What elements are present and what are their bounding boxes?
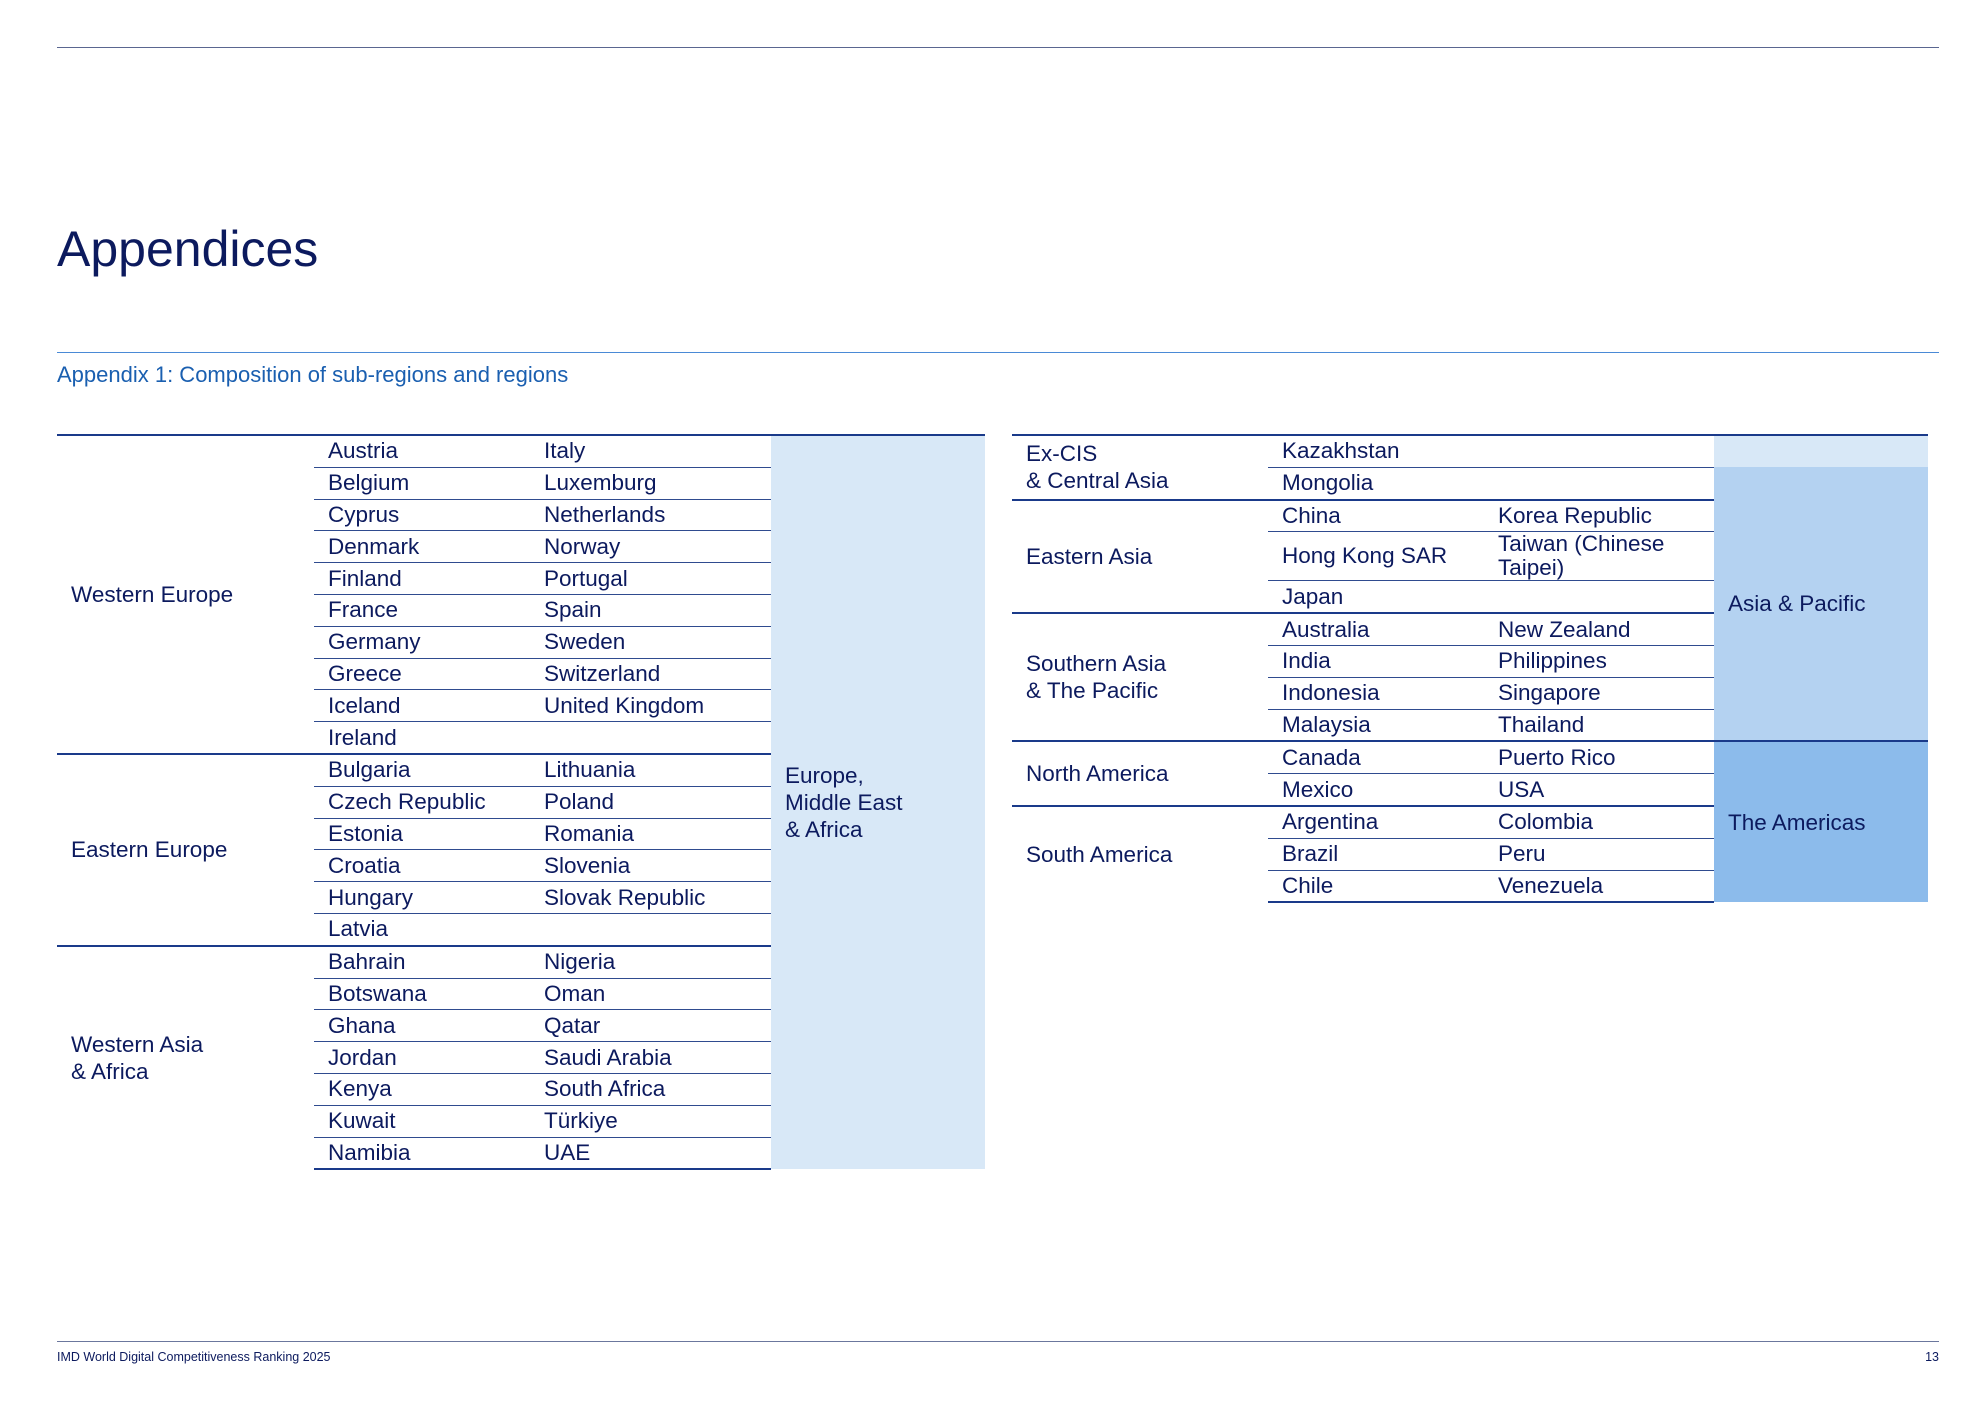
country-name: Hong Kong SAR — [1268, 532, 1484, 581]
country-name: Croatia — [314, 850, 530, 882]
country-name: Namibia — [314, 1137, 530, 1169]
table-row — [57, 435, 985, 467]
country-name: Mexico — [1268, 774, 1484, 806]
top-rule — [57, 47, 1939, 48]
country-name: Romania — [530, 818, 771, 850]
country-name: Venezuela — [1484, 870, 1714, 902]
country-name: Jordan — [314, 1042, 530, 1074]
country-name: Estonia — [314, 818, 530, 850]
country-name: China — [1268, 500, 1484, 532]
region-asia-pacific: Asia & Pacific — [1714, 467, 1928, 741]
country-name: Australia — [1268, 613, 1484, 645]
footer-publication: IMD World Digital Competitiveness Ranking 2025 — [57, 1350, 331, 1364]
country-name: Kenya — [314, 1073, 530, 1105]
country-name: Singapore — [1484, 677, 1714, 709]
country-name: Ghana — [314, 1010, 530, 1042]
country-name: Bulgaria — [314, 754, 530, 786]
country-name — [530, 722, 771, 754]
page-title: Appendices — [57, 221, 319, 277]
country-name: Germany — [314, 626, 530, 658]
country-name: Spain — [530, 594, 771, 626]
subregion-name: Ex-CIS & Central Asia — [1012, 435, 1268, 500]
country-name: Portugal — [530, 563, 771, 595]
subregion-name: South America — [1012, 806, 1268, 902]
left-region-table — [57, 434, 985, 1170]
country-name: Greece — [314, 658, 530, 690]
country-name: Malaysia — [1268, 709, 1484, 741]
country-name: Bahrain — [314, 946, 530, 978]
table-row — [1012, 741, 1928, 773]
country-name: India — [1268, 645, 1484, 677]
country-name: Austria — [314, 435, 530, 467]
country-name: Lithuania — [530, 754, 771, 786]
country-name: Korea Republic — [1484, 500, 1714, 532]
country-name: Puerto Rico — [1484, 741, 1714, 773]
country-name: Philippines — [1484, 645, 1714, 677]
country-name: Latvia — [314, 913, 530, 945]
country-name: Belgium — [314, 467, 530, 499]
country-name: Brazil — [1268, 838, 1484, 870]
country-name — [1484, 435, 1714, 467]
country-name: Mongolia — [1268, 467, 1484, 499]
country-name: UAE — [530, 1137, 771, 1169]
country-name: Cyprus — [314, 499, 530, 531]
country-name: Canada — [1268, 741, 1484, 773]
region-americas: The Americas — [1714, 741, 1928, 902]
country-name: France — [314, 594, 530, 626]
country-name: Finland — [314, 563, 530, 595]
country-name — [530, 913, 771, 945]
country-name: Thailand — [1484, 709, 1714, 741]
table-row — [1012, 435, 1928, 467]
country-name: Hungary — [314, 882, 530, 914]
footer-rule — [57, 1341, 1939, 1342]
country-name: Peru — [1484, 838, 1714, 870]
country-name: Norway — [530, 531, 771, 563]
country-name: Türkiye — [530, 1105, 771, 1137]
region-emea: Europe, Middle East & Africa — [771, 435, 985, 1169]
subregion-name: Western Europe — [57, 435, 314, 754]
country-name: Slovenia — [530, 850, 771, 882]
country-name: Kazakhstan — [1268, 435, 1484, 467]
country-name: New Zealand — [1484, 613, 1714, 645]
country-name: Denmark — [314, 531, 530, 563]
country-name: Qatar — [530, 1010, 771, 1042]
country-name: Ireland — [314, 722, 530, 754]
country-name: Saudi Arabia — [530, 1042, 771, 1074]
country-name: Argentina — [1268, 806, 1484, 838]
country-name: Japan — [1268, 581, 1484, 613]
page-number: 13 — [1925, 1350, 1939, 1364]
region-cap-cell — [1714, 435, 1928, 467]
country-name: Slovak Republic — [530, 882, 771, 914]
country-name: Luxemburg — [530, 467, 771, 499]
subregion-name: Eastern Asia — [1012, 500, 1268, 614]
country-name: South Africa — [530, 1073, 771, 1105]
country-name: USA — [1484, 774, 1714, 806]
country-name: Poland — [530, 786, 771, 818]
country-name: Sweden — [530, 626, 771, 658]
subregion-name: Western Asia & Africa — [57, 946, 314, 1170]
country-name: Italy — [530, 435, 771, 467]
country-name: Taiwan (Chinese Taipei) — [1484, 532, 1714, 581]
country-name: United Kingdom — [530, 690, 771, 722]
section-rule — [57, 352, 1939, 353]
subregion-name: Eastern Europe — [57, 754, 314, 946]
country-name: Chile — [1268, 870, 1484, 902]
country-name: Nigeria — [530, 946, 771, 978]
country-name: Iceland — [314, 690, 530, 722]
country-name — [1484, 581, 1714, 613]
country-name: Switzerland — [530, 658, 771, 690]
country-name: Colombia — [1484, 806, 1714, 838]
country-name: Botswana — [314, 978, 530, 1010]
subregion-name: North America — [1012, 741, 1268, 806]
subregion-name: Southern Asia & The Pacific — [1012, 613, 1268, 741]
country-name: Kuwait — [314, 1105, 530, 1137]
right-region-table — [1012, 434, 1928, 903]
country-name — [1484, 467, 1714, 499]
country-name: Czech Republic — [314, 786, 530, 818]
country-name: Indonesia — [1268, 677, 1484, 709]
country-name: Netherlands — [530, 499, 771, 531]
country-name: Oman — [530, 978, 771, 1010]
appendix-subtitle: Appendix 1: Composition of sub-regions and regions — [57, 362, 569, 387]
